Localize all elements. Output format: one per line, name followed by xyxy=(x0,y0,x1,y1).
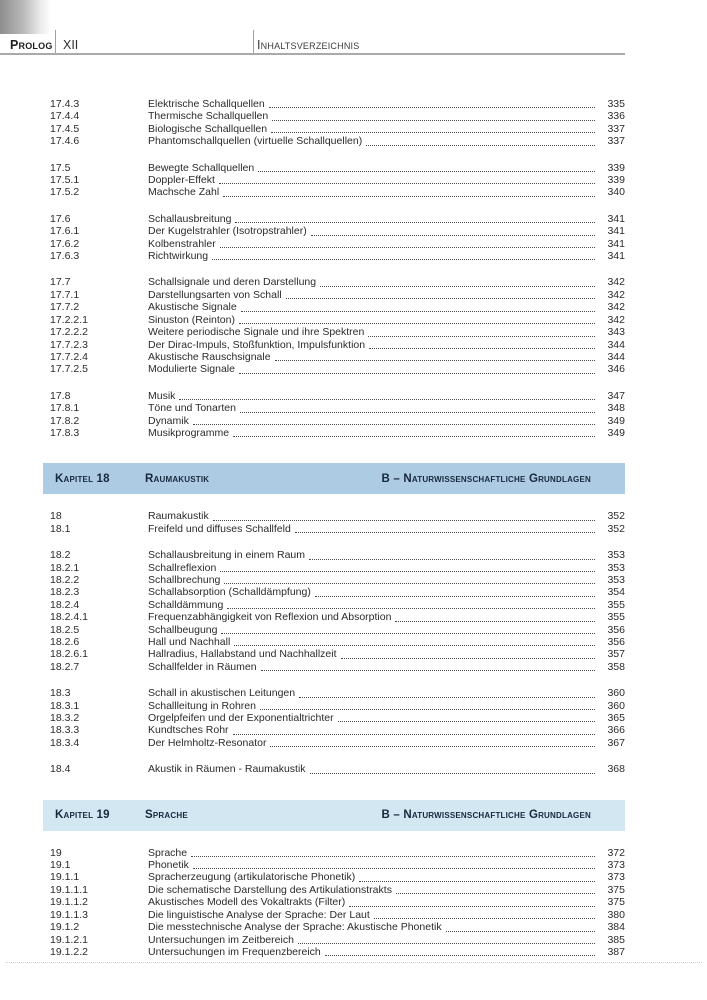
toc-row-title: Der Kugelstrahler (Isotropstrahler) xyxy=(148,225,307,238)
chapter-banner xyxy=(43,463,625,494)
toc-row-number: 19.1.2.2 xyxy=(50,945,88,958)
toc-row-title: Töne und Tonarten xyxy=(148,402,236,415)
toc-row-page: 349 xyxy=(607,414,625,427)
toc-row-title: Frequenzabhängigkeit von Reflexion und Absorption xyxy=(148,611,392,624)
header-divider xyxy=(55,30,56,53)
header-page-number: XII xyxy=(63,38,79,52)
toc-row-title: Schallausbreitung in einem Raum xyxy=(148,549,306,562)
toc-row-number: 18.3 xyxy=(50,687,71,700)
chapter-banner-title: Sprache xyxy=(145,809,188,822)
toc-row xyxy=(0,847,707,859)
toc-row-number: 18 xyxy=(50,510,62,523)
toc-row-page: 347 xyxy=(607,389,625,402)
toc-row-title: Darstellungsarten von Schall xyxy=(148,288,282,301)
chapter-banner-category: B – Naturwissenschaftliche Grundlagen xyxy=(381,809,591,822)
toc-row xyxy=(0,238,707,250)
dot-leader xyxy=(286,289,595,299)
toc-row-number: 17.7.2.3 xyxy=(50,338,88,351)
toc-row xyxy=(0,123,707,135)
dot-leader xyxy=(325,946,595,956)
dot-leader xyxy=(349,896,595,906)
toc-row-number: 17.4.4 xyxy=(50,110,80,123)
toc-row-page: 387 xyxy=(607,945,625,958)
toc-row xyxy=(0,276,707,288)
toc-row-title: Die messtechnische Analyse der Sprache: Akustische Phonetik xyxy=(148,921,442,934)
dot-leader xyxy=(213,510,595,520)
toc-row-title: Akustisches Modell des Vokaltrakts (Filter) xyxy=(148,896,346,909)
toc-row xyxy=(0,339,707,351)
toc-row-number: 18.3.3 xyxy=(50,724,80,737)
toc-row-title: Raumakustik xyxy=(148,510,209,523)
dot-leader xyxy=(446,921,595,931)
dot-leader xyxy=(359,871,595,881)
dot-leader xyxy=(315,586,595,596)
dot-leader xyxy=(233,427,595,437)
toc-row-title: Doppler-Effekt xyxy=(148,174,215,187)
dot-leader xyxy=(320,276,595,286)
toc-row xyxy=(0,934,707,946)
dot-leader xyxy=(260,700,595,710)
toc-row xyxy=(0,415,707,427)
toc-row xyxy=(0,427,707,439)
dot-leader xyxy=(396,884,595,894)
dot-leader xyxy=(270,737,595,747)
toc-row xyxy=(0,562,707,574)
toc-row-title: Richtwirkung xyxy=(148,250,209,263)
toc-row-page: 357 xyxy=(607,648,625,661)
toc-row-page: 353 xyxy=(607,573,625,586)
toc-row-page: 344 xyxy=(607,338,625,351)
toc-row-title: Untersuchungen im Frequenzbereich xyxy=(148,945,321,958)
header-title: Inhaltsverzeichnis xyxy=(257,38,360,52)
toc-row-page: 341 xyxy=(607,250,625,263)
toc-block xyxy=(0,98,707,148)
chapter-banner-label: Kapitel 19 xyxy=(55,809,110,822)
toc-row-title: Machsche Zahl xyxy=(148,186,220,199)
toc-block xyxy=(0,510,707,535)
toc-row-title: Biologische Schallquellen xyxy=(148,122,268,135)
toc-row xyxy=(0,574,707,586)
toc-row-number: 17.7 xyxy=(50,276,71,289)
toc-row-title: Schalldämmung xyxy=(148,598,224,611)
toc-row-title: Schallausbreitung xyxy=(148,212,232,225)
toc-block xyxy=(0,549,707,673)
toc-row xyxy=(0,390,707,402)
dot-leader xyxy=(261,661,595,671)
toc-row-title: Musikprogramme xyxy=(148,426,230,439)
dot-leader xyxy=(224,574,595,584)
toc-row-title: Hallradius, Hallabstand und Nachhallzeit xyxy=(148,648,337,661)
toc-row-title: Die schematische Darstellung des Artikulationstrakts xyxy=(148,883,392,896)
dot-leader xyxy=(271,123,595,133)
toc-row-page: 372 xyxy=(607,846,625,859)
toc-row-number: 17.8 xyxy=(50,389,71,402)
toc-row-page: 366 xyxy=(607,724,625,737)
toc-row xyxy=(0,225,707,237)
toc-row-page: 341 xyxy=(607,225,625,238)
toc-row-page: 335 xyxy=(607,98,625,110)
toc-row-page: 354 xyxy=(607,586,625,599)
toc-row xyxy=(0,896,707,908)
toc-row-title: Kolbenstrahler xyxy=(148,237,216,250)
dot-leader xyxy=(298,934,595,944)
toc-row xyxy=(0,636,707,648)
toc-row-title: Freifeld und diffuses Schallfeld xyxy=(148,522,291,535)
toc-row-page: 355 xyxy=(607,611,625,624)
dot-leader xyxy=(310,763,595,773)
dot-leader xyxy=(193,859,595,869)
toc-row-page: 339 xyxy=(607,174,625,187)
toc-block xyxy=(0,276,707,375)
dot-leader xyxy=(369,339,595,349)
toc-row-title: Schallleitung in Rohren xyxy=(148,699,256,712)
toc-row-title: Schallsignale und deren Darstellung xyxy=(148,276,317,289)
toc-row xyxy=(0,624,707,636)
toc-row-page: 339 xyxy=(607,161,625,174)
toc-row-page: 365 xyxy=(607,712,625,725)
header-divider xyxy=(253,30,254,53)
toc-row-number: 18.4 xyxy=(50,763,71,776)
toc-row-number: 17.7.1 xyxy=(50,288,80,301)
toc-row-number: 19.1.1.3 xyxy=(50,908,88,921)
toc-row xyxy=(0,737,707,749)
chapter-banner-title: Raumakustik xyxy=(145,472,210,485)
toc-row-page: 373 xyxy=(607,859,625,872)
toc-row-page: 375 xyxy=(607,883,625,896)
toc-row-number: 18.2.5 xyxy=(50,623,80,636)
toc-block xyxy=(0,390,707,440)
dot-leader xyxy=(338,712,595,722)
toc-row-title: Der Helmholtz-Resonator xyxy=(148,736,267,749)
toc-row-page: 355 xyxy=(607,598,625,611)
toc-row-title: Akustische Rauschsignale xyxy=(148,350,271,363)
toc-row xyxy=(0,162,707,174)
dot-leader xyxy=(220,562,595,572)
toc-row-page: 375 xyxy=(607,896,625,909)
toc-row xyxy=(0,859,707,871)
table-of-contents xyxy=(0,98,707,972)
chapter-banner xyxy=(43,800,625,831)
toc-row-number: 19.1.2.1 xyxy=(50,933,88,946)
toc-row-page: 343 xyxy=(607,326,625,339)
dot-leader xyxy=(395,611,595,621)
dot-leader xyxy=(299,687,595,697)
toc-row xyxy=(0,700,707,712)
toc-row xyxy=(0,523,707,535)
dot-leader xyxy=(368,326,595,336)
toc-row-page: 336 xyxy=(607,110,625,123)
toc-row xyxy=(0,763,707,775)
toc-row-page: 358 xyxy=(607,660,625,673)
dot-leader xyxy=(221,624,595,634)
page-bottom-edge xyxy=(5,962,702,963)
toc-row xyxy=(0,110,707,122)
toc-row-number: 18.3.4 xyxy=(50,736,80,749)
toc-row-title: Schallbeugung xyxy=(148,623,218,636)
dot-leader xyxy=(272,110,595,120)
toc-row-title: Orgelpfeifen und der Exponentialtrichter xyxy=(148,712,334,725)
toc-row-number: 18.2.6.1 xyxy=(50,648,88,661)
toc-row xyxy=(0,510,707,522)
toc-row-page: 360 xyxy=(607,687,625,700)
toc-row-title: Schallfelder in Räumen xyxy=(148,660,257,673)
toc-row xyxy=(0,363,707,375)
dot-leader xyxy=(275,351,595,361)
toc-row-number: 18.2.2 xyxy=(50,573,80,586)
toc-row xyxy=(0,599,707,611)
toc-row xyxy=(0,661,707,673)
toc-row xyxy=(0,586,707,598)
toc-row-page: 373 xyxy=(607,871,625,884)
toc-row-title: Bewegte Schallquellen xyxy=(148,161,255,174)
toc-row-number: 18.1 xyxy=(50,522,71,535)
toc-row xyxy=(0,724,707,736)
toc-row-page: 353 xyxy=(607,549,625,562)
toc-row xyxy=(0,186,707,198)
toc-row xyxy=(0,909,707,921)
dot-leader xyxy=(234,636,595,646)
toc-row-number: 17.5.1 xyxy=(50,174,80,187)
dot-leader xyxy=(240,402,595,412)
dot-leader xyxy=(212,250,595,260)
toc-row-title: Elektrische Schallquellen xyxy=(148,98,265,110)
toc-row-title: Musik xyxy=(148,389,176,402)
toc-row-number: 17.4.5 xyxy=(50,122,80,135)
toc-row-page: 344 xyxy=(607,350,625,363)
toc-row-title: Sprache xyxy=(148,846,188,859)
toc-row-number: 19.1 xyxy=(50,859,71,872)
toc-row xyxy=(0,301,707,313)
toc-row xyxy=(0,712,707,724)
toc-row-number: 17.8.2 xyxy=(50,414,80,427)
toc-row-number: 17.8.1 xyxy=(50,402,80,415)
toc-row-number: 18.3.1 xyxy=(50,699,80,712)
toc-row xyxy=(0,250,707,262)
toc-row-title: Hall und Nachhall xyxy=(148,636,231,648)
chapter-banner-label: Kapitel 18 xyxy=(55,472,110,485)
toc-row-page: 353 xyxy=(607,561,625,574)
toc-row xyxy=(0,611,707,623)
toc-row-page: 360 xyxy=(607,699,625,712)
toc-row-number: 19.1.1.2 xyxy=(50,896,88,909)
toc-row-page: 352 xyxy=(607,522,625,535)
toc-row-page: 341 xyxy=(607,212,625,225)
dot-leader xyxy=(341,648,595,658)
toc-row-page: 337 xyxy=(607,135,625,148)
toc-row-title: Schallbrechung xyxy=(148,573,221,586)
toc-row-number: 19.1.1.1 xyxy=(50,883,88,896)
dot-leader xyxy=(239,363,595,373)
toc-row-title: Dynamik xyxy=(148,414,189,427)
dot-leader xyxy=(269,98,595,108)
toc-block xyxy=(0,213,707,263)
toc-row-title: Spracherzeugung (artikulatorische Phonetik) xyxy=(148,871,356,884)
toc-row-page: 342 xyxy=(607,313,625,326)
toc-row xyxy=(0,946,707,958)
toc-row-title: Akustische Signale xyxy=(148,301,237,314)
toc-row xyxy=(0,213,707,225)
toc-row-page: 380 xyxy=(607,908,625,921)
toc-row-title: Schallabsorption (Schalldämpfung) xyxy=(148,586,311,599)
toc-row-page: 342 xyxy=(607,288,625,301)
dot-leader xyxy=(219,174,595,184)
toc-row-page: 384 xyxy=(607,921,625,934)
toc-row-title: Thermische Schallquellen xyxy=(148,110,269,123)
toc-row-number: 17.4.6 xyxy=(50,135,80,148)
toc-row-number: 17.5 xyxy=(50,161,71,174)
toc-row-number: 18.2.4 xyxy=(50,598,80,611)
toc-row-title: Schall in akustischen Leitungen xyxy=(148,687,296,700)
dot-leader xyxy=(233,724,595,734)
page-corner-tab xyxy=(0,0,51,34)
header-rule xyxy=(0,53,625,55)
dot-leader xyxy=(258,162,595,172)
toc-row-page: 367 xyxy=(607,736,625,749)
toc-row-page: 356 xyxy=(607,623,625,636)
toc-row xyxy=(0,351,707,363)
toc-row-title: Modulierte Signale xyxy=(148,363,235,376)
toc-block xyxy=(0,687,707,749)
dot-leader xyxy=(191,847,595,857)
toc-row-number: 19.1.1 xyxy=(50,871,80,884)
toc-row-page: 352 xyxy=(607,510,625,523)
dot-leader xyxy=(179,390,595,400)
toc-row-page: 346 xyxy=(607,363,625,376)
toc-row-number: 17.2.2.2 xyxy=(50,326,88,339)
toc-row-number: 17.6.2 xyxy=(50,237,80,250)
dot-leader xyxy=(309,549,595,559)
toc-row-number: 19.1.2 xyxy=(50,921,80,934)
header-section-label: Prolog xyxy=(10,38,53,52)
toc-row-page: 342 xyxy=(607,276,625,289)
toc-row-title: Der Dirac-Impuls, Stoßfunktion, Impulsfunktion xyxy=(148,338,366,351)
toc-row-number: 17.6 xyxy=(50,212,71,225)
toc-row-title: Kundtsches Rohr xyxy=(148,724,229,737)
toc-row-number: 18.3.2 xyxy=(50,712,80,725)
toc-row-page: 356 xyxy=(607,636,625,648)
toc-row-page: 337 xyxy=(607,122,625,135)
dot-leader xyxy=(374,909,595,919)
toc-row-number: 17.7.2 xyxy=(50,301,80,314)
chapter-banner-category: B – Naturwissenschaftliche Grundlagen xyxy=(381,472,591,485)
toc-row-number: 18.2.3 xyxy=(50,586,80,599)
toc-row xyxy=(0,326,707,338)
toc-row-title: Phantomschallquellen (virtuelle Schallquellen) xyxy=(148,135,363,148)
dot-leader xyxy=(193,415,595,425)
toc-row-title: Akustik in Räumen - Raumakustik xyxy=(148,763,306,776)
toc-row-page: 340 xyxy=(607,186,625,199)
toc-row-title: Weitere periodische Signale und ihre Spektren xyxy=(148,326,365,339)
toc-row-number: 18.2.1 xyxy=(50,561,80,574)
toc-row xyxy=(0,549,707,561)
toc-row xyxy=(0,648,707,660)
toc-row xyxy=(0,884,707,896)
toc-row xyxy=(0,314,707,326)
toc-row-title: Die linguistische Analyse der Sprache: Der Laut xyxy=(148,908,370,921)
toc-row-number: 17.4.3 xyxy=(50,98,80,110)
toc-row-page: 385 xyxy=(607,933,625,946)
toc-row xyxy=(0,687,707,699)
dot-leader xyxy=(366,135,595,145)
toc-row-number: 17.7.2.4 xyxy=(50,350,88,363)
toc-row-title: Schallreflexion xyxy=(148,561,217,574)
toc-row-title: Phonetik xyxy=(148,859,189,872)
toc-row-number: 17.8.3 xyxy=(50,426,80,439)
toc-row xyxy=(0,921,707,933)
toc-row xyxy=(0,135,707,147)
toc-row-number: 17.2.2.1 xyxy=(50,313,88,326)
toc-row-page: 342 xyxy=(607,301,625,314)
dot-leader xyxy=(220,238,595,248)
dot-leader xyxy=(239,314,595,324)
toc-block xyxy=(0,162,707,199)
dot-leader xyxy=(241,301,595,311)
toc-row xyxy=(0,174,707,186)
toc-row-number: 19 xyxy=(50,846,62,859)
toc-row xyxy=(0,98,707,110)
toc-row-number: 17.6.1 xyxy=(50,225,80,238)
toc-row-number: 17.7.2.5 xyxy=(50,363,88,376)
dot-leader xyxy=(295,523,595,533)
toc-row-number: 18.2.6 xyxy=(50,636,80,648)
toc-row-number: 17.6.3 xyxy=(50,250,80,263)
toc-block xyxy=(0,763,707,775)
toc-row-number: 18.2.4.1 xyxy=(50,611,88,624)
toc-row-title: Sinuston (Reinton) xyxy=(148,313,235,326)
toc-row-number: 18.2 xyxy=(50,549,71,562)
toc-row xyxy=(0,402,707,414)
toc-row-page: 341 xyxy=(607,237,625,250)
toc-row xyxy=(0,871,707,883)
toc-row-page: 349 xyxy=(607,426,625,439)
toc-row-number: 17.5.2 xyxy=(50,186,80,199)
toc-row-page: 348 xyxy=(607,402,625,415)
dot-leader xyxy=(311,225,595,235)
dot-leader xyxy=(227,599,595,609)
dot-leader xyxy=(235,213,595,223)
toc-row xyxy=(0,289,707,301)
dot-leader xyxy=(223,186,595,196)
toc-row-number: 18.2.7 xyxy=(50,660,80,673)
toc-block xyxy=(0,847,707,959)
toc-row-title: Untersuchungen im Zeitbereich xyxy=(148,933,294,946)
toc-row-page: 368 xyxy=(607,763,625,776)
